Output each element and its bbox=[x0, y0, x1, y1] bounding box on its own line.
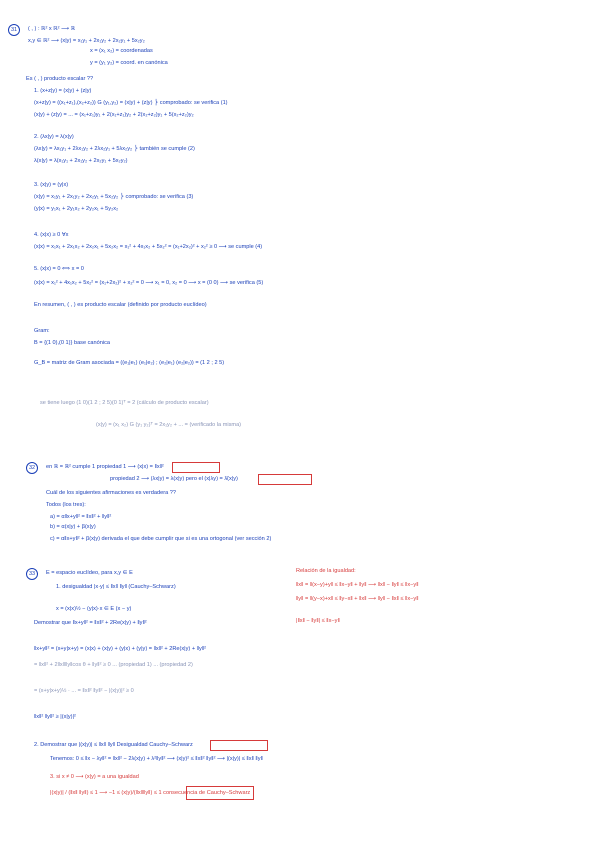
note-line: 1. (x+z|y) = (x|y) + (z|y) bbox=[34, 88, 92, 94]
note-line: (x|y) = x₁y₁ + 2x₁y₂ + 2x₂y₁ + 5x₂y₂ ⎬ comprobado: se verifica (3) bbox=[34, 194, 194, 200]
note-line: Demostrar que ‖x+y‖² = ‖x‖² + 2Re(x|y) + ‖y‖² bbox=[34, 620, 147, 626]
side-note: ‖y‖ = ‖(y−x)+x‖ ≤ ‖y−x‖ + ‖x‖ ⟶ ‖y‖ − ‖x‖ ≤ ‖x−y‖ bbox=[296, 596, 419, 602]
note-line: Es ( , ) producto escalar ?? bbox=[26, 76, 94, 82]
note-line: En resumen, ( , ) es producto escalar (definido por producto euclídeo) bbox=[34, 302, 207, 308]
problem-number-32: 32 bbox=[26, 462, 38, 474]
note-line: a) = α‖x+y‖² = ‖x‖² + ‖y‖² bbox=[50, 514, 112, 520]
note-line: Tenemos: 0 ≤ ‖x − λy‖² = ‖x‖² − 2λ(x|y) + λ²‖y‖² ⟶ (x|y)² ≤ ‖x‖² ‖y‖² ⟶ |(x|y)| ≤ ‖x‖ ‖y‖ bbox=[50, 756, 263, 762]
note-line: Todos (los tres): bbox=[46, 502, 86, 508]
note-line: y = (y₁ y₂) = coord. en canónica bbox=[90, 60, 168, 66]
note-line: ( , ) : ℝ² x ℝ² ⟶ ℝ bbox=[28, 26, 76, 32]
note-line: en ℝ = ℝ² cumple 1 propiedad 1 ⟶ (x|x) = ‖x‖² bbox=[46, 464, 164, 470]
note-line: E = espacio euclídeo, para x,y ∈ E bbox=[46, 570, 133, 576]
note-line: |(x|y)| / (‖x‖ ‖y‖) ≤ 1 ⟶ −1 ≤ (x|y)/(‖x‖‖y‖) ≤ 1 consecuencia de Cauchy–Schwarz bbox=[50, 790, 251, 796]
note-line: (x+z|y) = ((x₁+z₁),(x₂+z₂)) G (y₁,y₂) = (x|y) + (z|y) ⎬ comprobado: se verifica (1) bbox=[34, 100, 228, 106]
note-line: (x|x) = x₁² + 4x₁x₂ + 5x₂² = (x₁+2x₂)² + x₂² = 0 ⟶ x₁ = 0, x₂ = 0 ⟶ x = (0 0) ⟶ se verifica (5) bbox=[34, 280, 264, 286]
note-line: b) = α(x|y) + β(x|y) bbox=[50, 524, 96, 530]
highlight-box bbox=[210, 740, 268, 751]
note-line: 4. (x|x) ≥ 0 ∀x bbox=[34, 232, 69, 238]
note-line: Gram: bbox=[34, 328, 50, 334]
note-line: 5. (x|x) = 0 ⟺ x = 0 bbox=[34, 266, 84, 272]
note-line: (x|x) = x₁x₁ + 2x₁x₂ + 2x₂x₁ + 5x₂x₂ = x₁² + 4x₁x₂ + 5x₂² = (x₁+2x₂)² + x₂² ≥ 0 ⟶ se cumple (4) bbox=[34, 244, 263, 250]
note-line: λ(x|y) = λ(x₁y₁ + 2x₁y₂ + 2x₂y₁ + 5x₂y₂) bbox=[34, 158, 128, 164]
side-note: Relación de la igualdad: bbox=[296, 568, 356, 574]
note-line: se tiene luego (1 0)(1 2 ; 2 5)(0 1)ᵀ = 2 (cálculo de producto escalar) bbox=[40, 400, 209, 406]
highlight-box bbox=[186, 786, 254, 800]
problem-number-31: 31 bbox=[8, 24, 20, 36]
note-line: ‖x+y‖² = (x+y|x+y) = (x|x) + (x|y) + (y|x) + (y|y) = ‖x‖² + 2Re(x|y) + ‖y‖² bbox=[34, 646, 206, 652]
note-line: G_B = matriz de Gram asociada = ((e₁|e₁) (e₁|e₂) ; (e₂|e₁) (e₂|e₂)) = (1 2 ; 2 5) bbox=[34, 360, 225, 366]
note-line: 2. (λx|y) = λ(x|y) bbox=[34, 134, 74, 140]
note-line: 3. si x ≠ 0 ⟶ (x|y) = a una igualdad bbox=[50, 774, 139, 780]
note-line: 2. Demostrar que |(x|y)| ≤ ‖x‖ ‖y‖ Desigualdad Cauchy–Schwarz bbox=[34, 742, 193, 748]
highlight-box bbox=[258, 474, 312, 485]
side-note: |‖x‖ − ‖y‖| ≤ ‖x−y‖ bbox=[296, 618, 340, 624]
note-line: B = {(1 0),(0 1)} base canónica bbox=[34, 340, 111, 346]
note-line: ‖x‖² ‖y‖² ≥ |(x|y)|² bbox=[34, 714, 76, 720]
note-line: (λx|y) = λx₁y₁ + 2λx₁y₂ + 2λx₂y₁ + 5λx₂y₂ ⎬ también se cumple (2) bbox=[34, 146, 195, 152]
highlight-box bbox=[172, 462, 220, 473]
note-line: (x|y) + (z|y) = ... = (x₁+z₁)y₁ + 2(x₁+z₁)y₂ + 2(x₂+z₂)y₁ + 5(x₂+z₂)y₂ bbox=[34, 112, 194, 118]
note-line: c) = α‖x+y‖² + β(x|y) derivada el que debe cumplir que si es una ortogonal (ver sección 2) bbox=[50, 536, 272, 542]
note-line: = ‖x‖² + 2‖x‖‖y‖cos θ + ‖y‖² ≥ 0 ... (propiedad 1) ... (propiedad 2) bbox=[34, 662, 193, 668]
note-line: x = (x₁ x₂) = coordenadas bbox=[90, 48, 153, 54]
note-line: propiedad 2 ⟶ (λx|y) = λ(x|y) pero el (x|λy) = λ̄(x|y) bbox=[110, 476, 238, 482]
problem-number-33: 33 bbox=[26, 568, 38, 580]
note-line: = (x+y|x+y)½ · ... = ‖x‖² ‖y‖² − |(x|y)|² ≥ 0 bbox=[34, 688, 134, 694]
note-line: 1. desigualdad |x·y| ≤ ‖x‖ ‖y‖ (Cauchy–Schwarz) bbox=[56, 584, 176, 590]
side-note: ‖x‖ = ‖(x−y)+y‖ ≤ ‖x−y‖ + ‖y‖ ⟶ ‖x‖ − ‖y‖ ≤ ‖x−y‖ bbox=[296, 582, 419, 588]
note-line: x = (x|x)½ − (y|x)·x ∈ E (x − y) bbox=[56, 606, 132, 612]
note-line: (x|y) = (x₁ x₂) G (y₁ y₂)ᵀ = 2x₁y₂ + ... = (verificado la misma) bbox=[96, 422, 242, 428]
note-line: x,y ∈ ℝ² ⟶ (x|y) = x₁y₁ + 2x₁y₂ + 2x₂y₁ + 5x₂y₂ bbox=[28, 38, 145, 44]
note-line: Cuál de los siguientes afirmaciones es verdadera ?? bbox=[46, 490, 176, 496]
note-line: (y|x) = y₁x₁ + 2y₁x₂ + 2y₂x₁ + 5y₂x₂ bbox=[34, 206, 119, 212]
note-line: 3. (x|y) = (y|x) bbox=[34, 182, 69, 188]
